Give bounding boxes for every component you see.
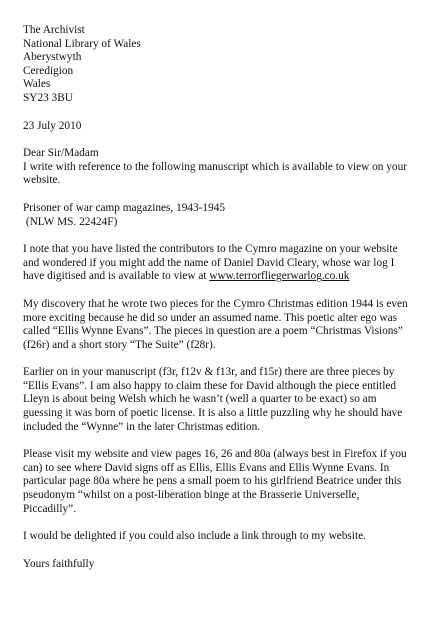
- address-line: SY23 3BU: [23, 91, 73, 104]
- address-line: The Archivist: [23, 24, 85, 36]
- text-line: website.: [23, 174, 61, 187]
- text-line: particular page 80a where he pens a small poem to his girlfriend Beatrice under this: [23, 475, 402, 488]
- address-line: National Library of Wales: [23, 37, 141, 50]
- recipient-address: [23, 24, 428, 106]
- salutation: Dear Sir/Madam: [23, 147, 99, 160]
- address-line: Ceredigion: [23, 64, 74, 77]
- text-line: My discovery that he wrote two pieces for the Cymro Christmas edition 1944 is even: [23, 297, 408, 310]
- address-line: Aberystwyth: [23, 51, 82, 64]
- text-line: can) to see where David signs off as Ellis, Ellis Evans and Ellis Wynne Evans. In: [23, 461, 390, 474]
- text-line: Piccadilly”.: [23, 502, 77, 515]
- text-line: [23, 270, 428, 284]
- text-line: and wondered if you might add the name of Daniel David Cleary, whose war log I: [23, 256, 395, 269]
- letter-date: 23 July 2010: [23, 119, 82, 132]
- manuscript-reference: [23, 202, 428, 229]
- text-span: have digitised and is available to view at: [23, 270, 210, 283]
- text-line: (f26r) and a short story “The Suite” (f28r).: [23, 338, 216, 351]
- closing: Yours faithfully: [23, 557, 95, 570]
- letter: [23, 24, 428, 571]
- text-line: guessing it was born of poetic license. It is also a little puzzling why he should have: [23, 407, 403, 420]
- text-line: included the “Wynne” in the later Christmas edition.: [23, 420, 261, 433]
- text-line: Please visit my website and view pages 16, 26 and 80a (always best in Firefox if you: [23, 448, 407, 461]
- text-line: I would be delighted if you could also include a link through to my website.: [23, 530, 366, 543]
- paragraph-4: [23, 448, 428, 516]
- text-line: pseudonym “whilst on a post-liberation binge at the Brasserie Universelle,: [23, 489, 360, 502]
- paragraph-1: [23, 243, 428, 284]
- paragraph-5: [23, 530, 428, 544]
- intro-paragraph: [23, 161, 428, 188]
- text-line: “Ellis Evans”. I am also happy to claim these for David although the piece entitled: [23, 379, 396, 392]
- paragraph-3: [23, 366, 428, 434]
- text-line: Prisoner of war camp magazines, 1943-1945: [23, 201, 226, 214]
- website-link[interactable]: www.terrorfliegerwarlog.co.uk: [209, 270, 350, 283]
- text-line: I note that you have listed the contributors to the Cymro magazine on your website: [23, 243, 398, 256]
- text-line: more exciting because he did so under an assumed name. This poetic alter ego was: [23, 311, 398, 324]
- text-line: I write with reference to the following manuscript which is available to view on your: [23, 160, 407, 173]
- address-line: Wales: [23, 78, 51, 91]
- text-line: called “Ellis Wynne Evans”. The pieces in question are a poem “Christmas Visions”: [23, 325, 403, 338]
- text-line: Lleyn is about being Welsh which he wasn’t (well a quarter to be exact) so am: [23, 393, 377, 406]
- paragraph-2: [23, 298, 428, 352]
- text-line: Earlier on in your manuscript (f3r, f12v & f13r, and f15r) there are three pieces by: [23, 366, 395, 379]
- text-line: (NLW MS. 22424F): [23, 215, 118, 228]
